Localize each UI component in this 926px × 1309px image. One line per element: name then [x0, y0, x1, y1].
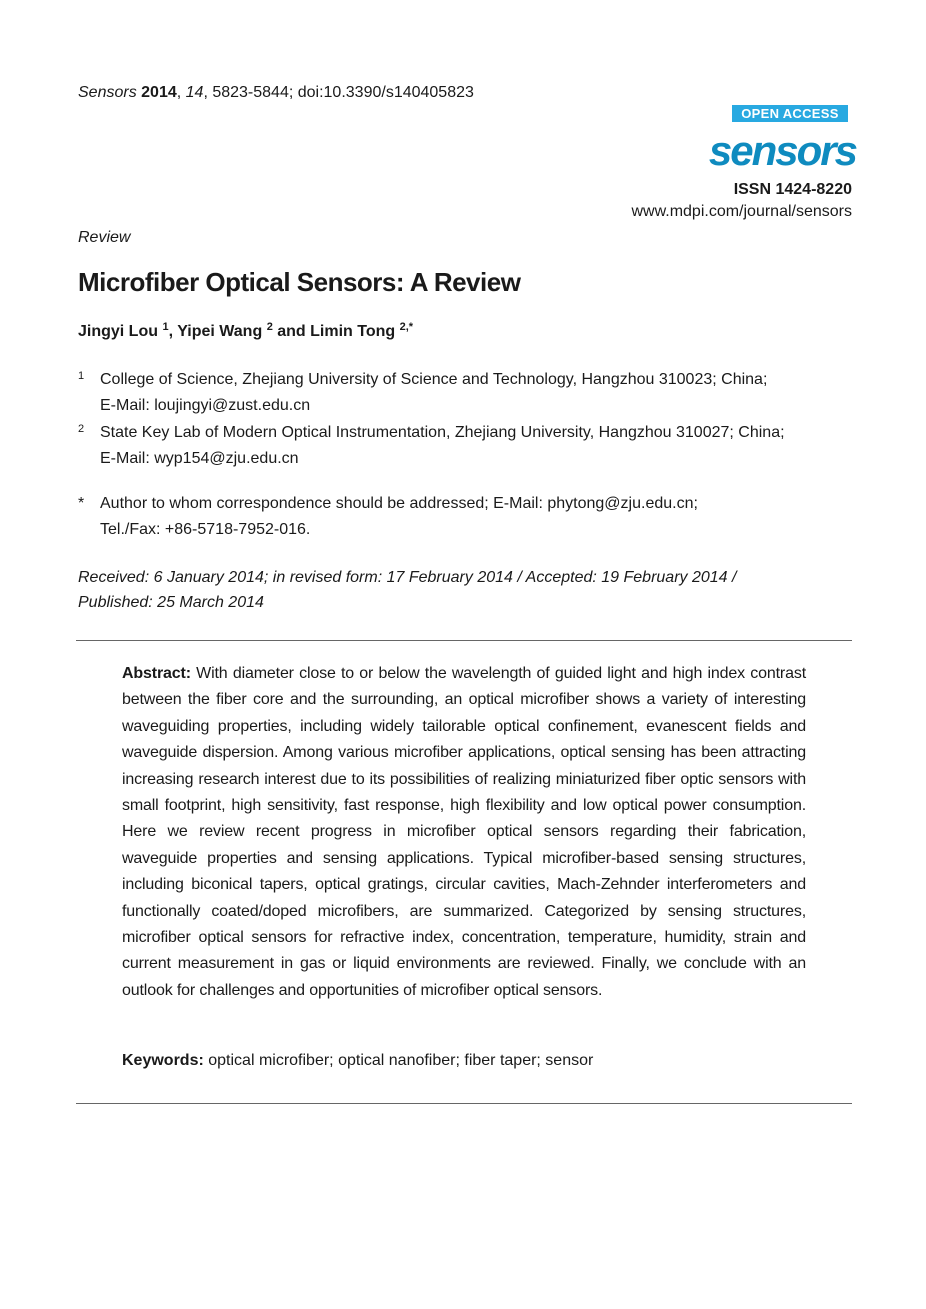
- author-affiliation-marker: 2,*: [399, 321, 414, 333]
- volume-number: 14: [185, 84, 204, 101]
- affiliation-address: State Key Lab of Modern Optical Instrumentation, Zhejiang University, Hangzhou 310027; China;: [100, 424, 785, 441]
- author-name: Jingyi Lou: [78, 323, 158, 340]
- issn: ISSN 1424-8220: [733, 181, 852, 198]
- author-affiliation-marker: 2: [266, 321, 273, 333]
- author-affiliation-marker: 1: [162, 321, 169, 333]
- correspondence-phone: Tel./Fax: +86-5718-7952-016.: [100, 521, 311, 538]
- abstract-text: With diameter close to or below the wavelength of guided light and high index contrast between the fiber core and the surrounding, an optical microfiber shows a variety of interesting waveguiding properties, including widely tailorable optical confinement, evanescent fields and waveguide dispersion. Among various microfiber applications, optical sensing has been attracting increasing research interest due to its possibilities of realizing miniaturized fiber optic sensors with small footprint, high sensitivity, fast response, high flexibility and low optical power consumption. Here we review recent progress in microfiber optical sensors regarding their fabrication, waveguide properties and sensing applications. Typical microfiber-based sensing structures, including biconical tapers, optical gratings, circular cavities, Mach-Zehnder interferometers and functionally coated/doped microfibers, are summarized. Categorized by sensing structures, microfiber optical sensors for refractive index, concentration, temperature, humidity, strain and current measurement in gas or liquid environments are reviewed. Finally, we conclude with an outlook for challenges and opportunities of microfiber optical sensors.: [122, 665, 806, 999]
- abstract: [122, 661, 806, 1004]
- correspondence-note: [78, 491, 860, 543]
- journal-logo: sensors: [708, 127, 856, 174]
- affiliation: [78, 367, 860, 419]
- correspondence-marker: *: [78, 495, 85, 512]
- journal-name: Sensors: [78, 84, 137, 101]
- affiliation-email[interactable]: E-Mail: loujingyi@zust.edu.cn: [100, 397, 311, 414]
- abstract-label: Abstract:: [122, 665, 191, 682]
- affiliation-address: College of Science, Zhejiang University of Science and Technology, Hangzhou 310023; China;: [100, 371, 768, 388]
- citation-line: Sensors 2014, 14, 5823-5844; doi:10.3390/s140405823: [78, 84, 474, 101]
- author-name: Yipei Wang: [177, 323, 263, 340]
- affiliation-number: 1: [78, 370, 85, 382]
- correspondence-email[interactable]: Author to whom correspondence should be addressed; E-Mail: phytong@zju.edu.cn;: [100, 495, 698, 512]
- affiliation: [78, 420, 860, 472]
- author-list: Jingyi Lou $^1$, Yipei Wang $^2$ and Limin Tong $^{2,*}$: [78, 321, 414, 340]
- divider: [76, 1103, 852, 1104]
- article-type: Review: [78, 229, 131, 246]
- pages-doi: , 5823-5844; doi:10.3390/s140405823: [203, 84, 474, 101]
- affiliation-email[interactable]: E-Mail: wyp154@zju.edu.cn: [100, 450, 299, 467]
- author-name: Limin Tong: [310, 323, 396, 340]
- article-title: Microfiber Optical Sensors: A Review: [78, 267, 521, 297]
- keywords-label: Keywords:: [122, 1052, 204, 1069]
- keywords: [122, 1052, 593, 1070]
- affiliation-number: 2: [78, 423, 85, 435]
- divider: [76, 640, 852, 641]
- publication-year: 2014: [141, 84, 177, 101]
- journal-website-link[interactable]: www.mdpi.com/journal/sensors: [631, 203, 852, 220]
- publication-dates: Received: 6 January 2014; in revised form: 17 February 2014 / Accepted: 19 February 2014 / Published: 25 March 2014: [78, 569, 737, 611]
- keywords-text: optical microfiber; optical nanofiber; fiber taper; sensor: [208, 1052, 594, 1069]
- open-access-badge: OPEN ACCESS: [732, 105, 848, 122]
